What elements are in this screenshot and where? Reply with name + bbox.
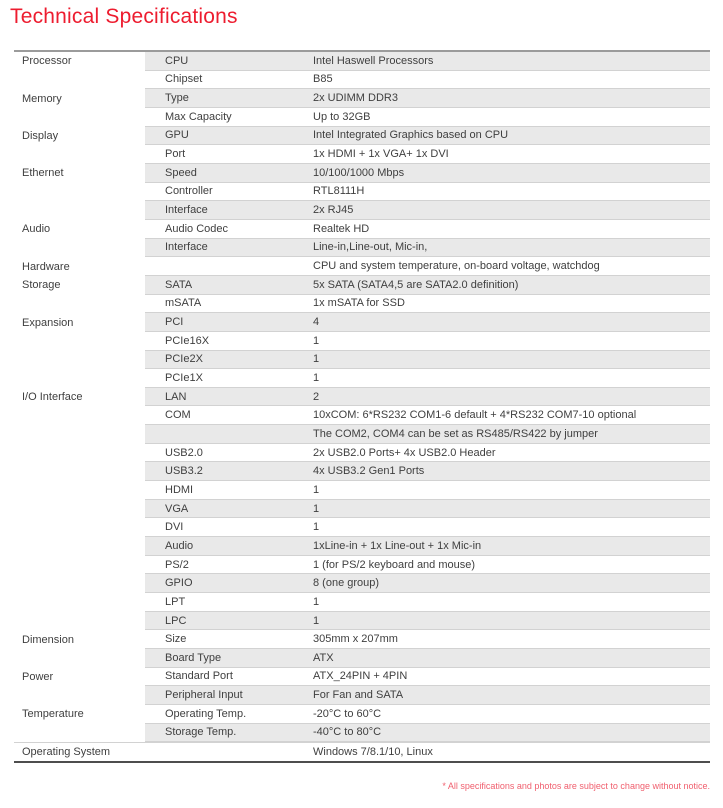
row-detail: [145, 108, 710, 127]
value-cell: 1: [313, 502, 320, 515]
category-cell: [14, 537, 145, 556]
category-cell: Operating System: [22, 746, 111, 759]
row-detail: [145, 556, 710, 575]
category-cell: [14, 183, 145, 202]
category-cell: [14, 481, 145, 500]
category-cell: Storage: [22, 279, 61, 292]
item-cell: Operating Temp.: [165, 707, 247, 720]
row-detail: [145, 537, 710, 556]
table-row: [14, 406, 710, 425]
table-row: [14, 295, 710, 314]
table-row: [14, 686, 710, 705]
category-cell: [14, 369, 145, 388]
table-row: [14, 649, 710, 668]
value-cell: CPU and system temperature, on-board voltage, watchdog: [313, 260, 600, 273]
row-detail: [145, 425, 710, 444]
category-cell: [14, 425, 145, 444]
item-cell: GPU: [165, 129, 189, 142]
category-cell: [14, 612, 145, 631]
item-cell: [145, 425, 313, 443]
row-detail: [145, 481, 710, 500]
table-row: [14, 52, 710, 71]
item-cell: VGA: [165, 502, 189, 515]
table-row: [14, 556, 710, 575]
item-cell: USB3.2: [165, 465, 203, 478]
item-cell: Controller: [165, 185, 213, 198]
value-cell: For Fan and SATA: [313, 689, 404, 702]
item-cell: Audio: [165, 539, 194, 552]
value-cell: Line-in,Line-out, Mic-in,: [313, 241, 428, 254]
category-cell: [14, 444, 145, 463]
value-cell: 1: [313, 353, 320, 366]
item-cell: Chipset: [165, 73, 203, 86]
row-detail: [145, 164, 710, 183]
value-cell: 8 (one group): [313, 577, 380, 590]
value-cell: 1: [313, 595, 320, 608]
table-row: [14, 257, 710, 276]
category-cell: Power: [22, 670, 54, 683]
row-detail: [145, 388, 710, 407]
table-row: [14, 462, 710, 481]
category-cell: [14, 351, 145, 370]
row-detail: [145, 724, 710, 743]
value-cell: 4x USB3.2 Gen1 Ports: [313, 465, 425, 478]
category-cell: Temperature: [22, 708, 84, 721]
value-cell: 1: [313, 614, 320, 627]
row-detail: [145, 705, 710, 724]
item-cell: GPIO: [165, 577, 193, 590]
row-detail: [145, 462, 710, 481]
item-cell: mSATA: [165, 297, 202, 310]
table-row: [14, 612, 710, 631]
table-row: [14, 127, 710, 146]
item-cell: HDMI: [165, 483, 194, 496]
row-detail: [145, 743, 710, 761]
value-cell: Realtek HD: [313, 222, 370, 235]
table-row: [14, 183, 710, 202]
page-title: Technical Specifications: [10, 5, 238, 28]
item-cell: [145, 743, 313, 761]
item-cell: DVI: [165, 521, 184, 534]
value-cell: Up to 32GB: [313, 110, 371, 123]
value-cell: 1: [313, 371, 320, 384]
value-cell: -40°C to 80°C: [313, 726, 382, 739]
category-cell: [14, 724, 145, 743]
table-row: [14, 593, 710, 612]
row-detail: [145, 612, 710, 631]
value-cell: The COM2, COM4 can be set as RS485/RS422 by jumper: [313, 427, 598, 440]
value-cell: Windows 7/8.1/10, Linux: [313, 746, 433, 759]
item-cell: PCIe2X: [165, 353, 203, 366]
category-cell: Display: [22, 129, 59, 142]
item-cell: Speed: [165, 166, 197, 179]
spec-table: [14, 50, 710, 763]
table-row: [14, 351, 710, 370]
value-cell: 1 (for PS/2 keyboard and mouse): [313, 558, 476, 571]
item-cell: Board Type: [165, 651, 222, 664]
category-cell: [14, 145, 145, 164]
item-cell: LPC: [165, 614, 187, 627]
category-cell: [14, 593, 145, 612]
value-cell: 1: [313, 334, 320, 347]
value-cell: ATX_24PIN + 4PIN: [313, 670, 408, 683]
row-detail: [145, 500, 710, 519]
item-cell: USB2.0: [165, 446, 203, 459]
category-cell: [14, 518, 145, 537]
row-detail: [145, 257, 710, 276]
category-cell: [14, 500, 145, 519]
row-detail: [145, 239, 710, 258]
row-detail: [145, 668, 710, 687]
category-cell: I/O Interface: [22, 391, 83, 404]
item-cell: Interface: [165, 241, 208, 254]
value-cell: 2x UDIMM DDR3: [313, 92, 398, 105]
category-cell: Expansion: [22, 316, 74, 329]
category-cell: [14, 71, 145, 90]
category-cell: Audio: [22, 223, 51, 236]
value-cell: Intel Haswell Processors: [313, 54, 434, 67]
row-detail: [145, 127, 710, 146]
row-detail: [145, 276, 710, 295]
value-cell: 2: [313, 390, 320, 403]
category-cell: Dimension: [22, 633, 74, 646]
table-row: [14, 724, 710, 743]
table-row: [14, 481, 710, 500]
row-detail: [145, 183, 710, 202]
value-cell: 1x HDMI + 1x VGA+ 1x DVI: [313, 148, 449, 161]
value-cell: B85: [313, 73, 333, 86]
category-cell: [14, 649, 145, 668]
row-detail: [145, 295, 710, 314]
item-cell: [145, 257, 313, 275]
value-cell: 1x mSATA for SSD: [313, 297, 405, 310]
value-cell: 1: [313, 483, 320, 496]
table-row: [14, 201, 710, 220]
value-cell: 2x USB2.0 Ports+ 4x USB2.0 Header: [313, 446, 496, 459]
table-row: [14, 89, 710, 108]
item-cell: Max Capacity: [165, 110, 232, 123]
value-cell: 2x RJ45: [313, 204, 354, 217]
table-row: [14, 500, 710, 519]
category-cell: Ethernet: [22, 167, 64, 180]
table-row: [14, 742, 710, 761]
row-detail: [145, 593, 710, 612]
value-cell: RTL8111H: [313, 185, 365, 198]
item-cell: PCIe1X: [165, 371, 203, 384]
row-detail: [145, 52, 710, 71]
category-cell: [14, 108, 145, 127]
table-row: [14, 276, 710, 295]
category-cell: Processor: [22, 55, 72, 68]
table-row: [14, 518, 710, 537]
row-detail: [145, 71, 710, 90]
item-cell: PS/2: [165, 558, 189, 571]
value-cell: 305mm x 207mm: [313, 633, 398, 646]
item-cell: LPT: [165, 595, 186, 608]
row-detail: [145, 574, 710, 593]
table-row: [14, 164, 710, 183]
table-row: [14, 705, 710, 724]
value-cell: 10/100/1000 Mbps: [313, 166, 405, 179]
table-row: [14, 220, 710, 239]
table-row: [14, 537, 710, 556]
table-row: [14, 668, 710, 687]
category-cell: [14, 239, 145, 258]
category-cell: [14, 574, 145, 593]
value-cell: 1xLine-in + 1x Line-out + 1x Mic-in: [313, 539, 482, 552]
value-cell: Intel Integrated Graphics based on CPU: [313, 129, 509, 142]
table-row: [14, 444, 710, 463]
row-detail: [145, 313, 710, 332]
row-detail: [145, 332, 710, 351]
footnote: * All specifications and photos are subject to change without notice.: [442, 781, 710, 791]
value-cell: -20°C to 60°C: [313, 707, 382, 720]
row-detail: [145, 649, 710, 668]
category-cell: Memory: [22, 92, 62, 105]
row-detail: [145, 686, 710, 705]
item-cell: Interface: [165, 204, 208, 217]
table-row: [14, 145, 710, 164]
row-detail: [145, 89, 710, 108]
category-cell: [14, 332, 145, 351]
row-detail: [145, 444, 710, 463]
table-row: [14, 388, 710, 407]
value-cell: 1: [313, 521, 320, 534]
item-cell: PCI: [165, 316, 184, 329]
category-cell: [14, 556, 145, 575]
item-cell: Port: [165, 148, 186, 161]
item-cell: Audio Codec: [165, 222, 228, 235]
row-detail: [145, 220, 710, 239]
row-detail: [145, 201, 710, 220]
item-cell: Type: [165, 92, 189, 105]
category-cell: [14, 406, 145, 425]
table-row: [14, 108, 710, 127]
table-row: [14, 369, 710, 388]
item-cell: Standard Port: [165, 670, 233, 683]
row-detail: [145, 351, 710, 370]
row-detail: [145, 518, 710, 537]
value-cell: 5x SATA (SATA4,5 are SATA2.0 definition): [313, 278, 519, 291]
item-cell: Size: [165, 633, 187, 646]
item-cell: PCIe16X: [165, 334, 210, 347]
row-detail: [145, 369, 710, 388]
value-cell: 4: [313, 316, 320, 329]
row-detail: [145, 145, 710, 164]
item-cell: CPU: [165, 54, 189, 67]
table-row: [14, 313, 710, 332]
table-row: [14, 71, 710, 90]
table-row: [14, 425, 710, 444]
value-cell: ATX: [313, 651, 334, 664]
category-cell: [14, 201, 145, 220]
category-cell: [14, 686, 145, 705]
value-cell: 10xCOM: 6*RS232 COM1-6 default + 4*RS232 COM7-10 optional: [313, 409, 637, 422]
item-cell: Peripheral Input: [165, 689, 243, 702]
table-row: [14, 332, 710, 351]
item-cell: SATA: [165, 278, 193, 291]
category-cell: Hardware: [22, 260, 70, 273]
row-detail: [145, 630, 710, 649]
table-row: [14, 630, 710, 649]
table-row: [14, 574, 710, 593]
item-cell: COM: [165, 409, 191, 422]
item-cell: LAN: [165, 390, 187, 403]
category-cell: [14, 295, 145, 314]
row-detail: [145, 406, 710, 425]
category-cell: [14, 462, 145, 481]
table-row: [14, 239, 710, 258]
item-cell: Storage Temp.: [165, 726, 237, 739]
